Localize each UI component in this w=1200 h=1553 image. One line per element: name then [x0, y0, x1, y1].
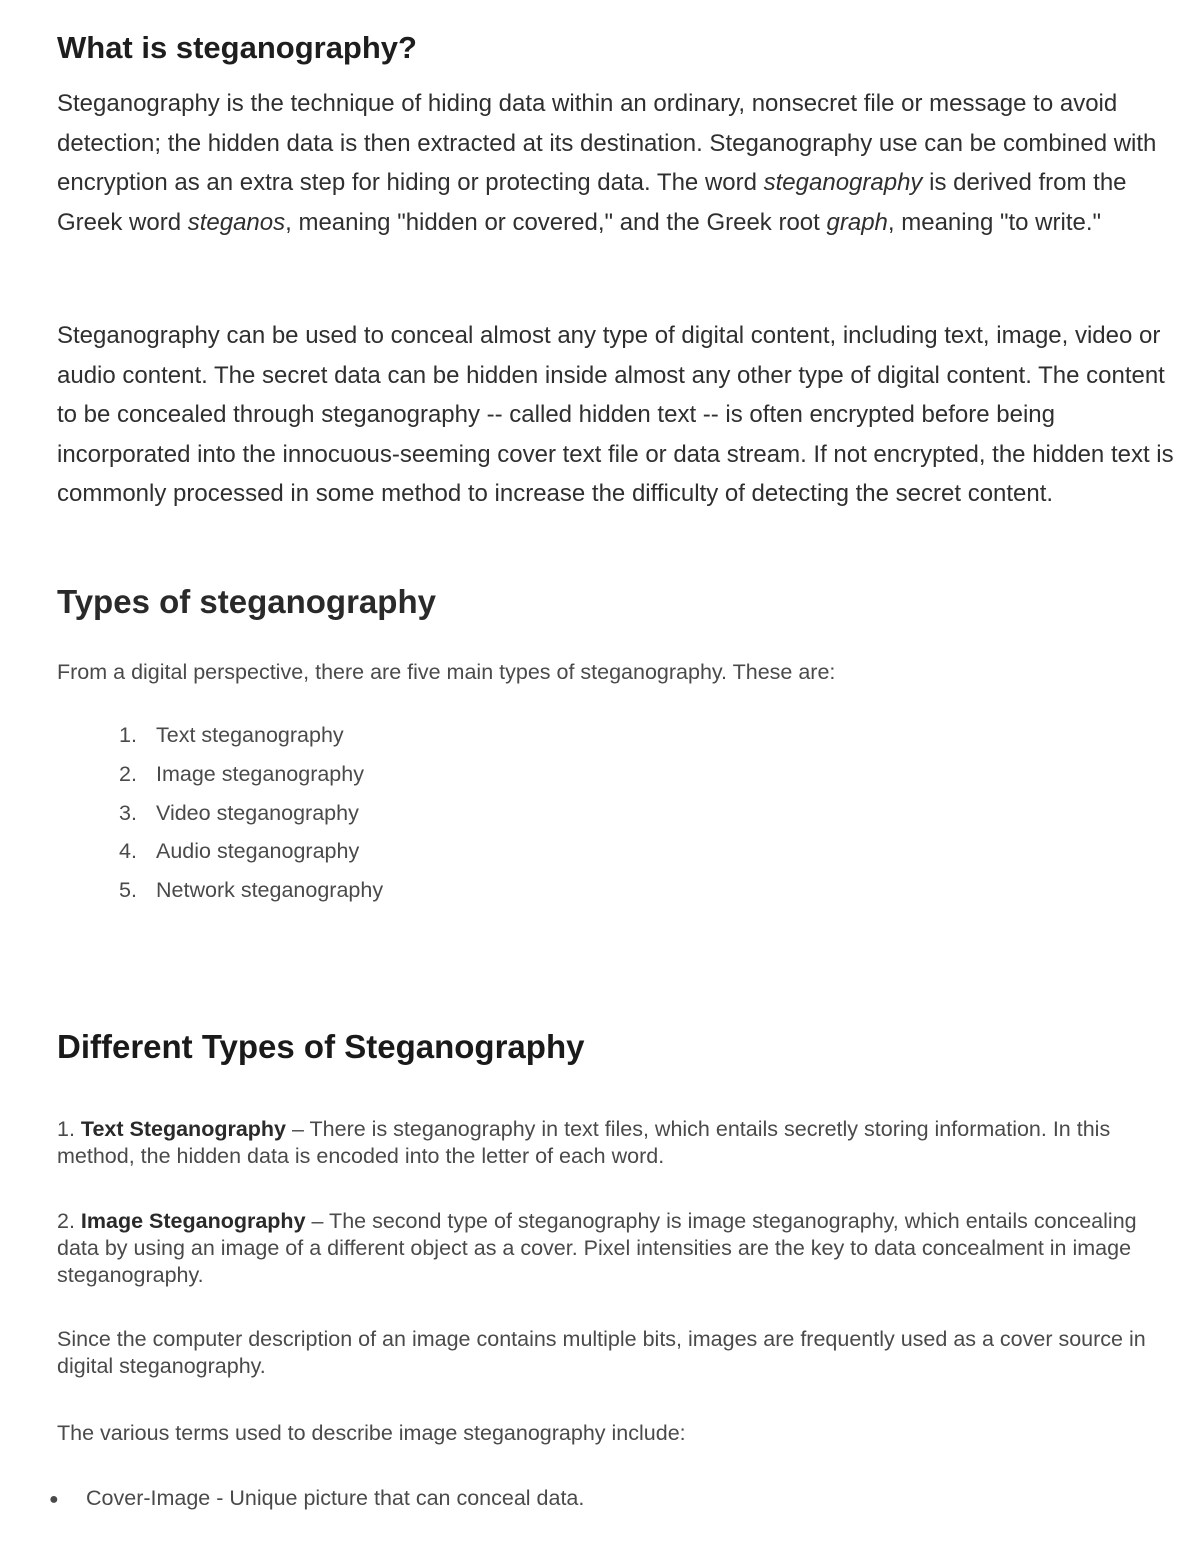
terms-intro: The various terms used to describe image steganography include: [57, 1421, 686, 1445]
types-heading: Types of steganography [57, 583, 436, 620]
definition-text-3: , meaning "hidden or covered," and the Greek root [285, 208, 820, 236]
different-types-heading: Different Types of Steganography [57, 1028, 585, 1065]
list-item-number: 4. [119, 839, 137, 864]
list-item-label: Image steganography [156, 761, 364, 786]
list-item [119, 797, 383, 836]
what-is-steganography-heading: What is steganography? [57, 30, 417, 65]
definition-text-4: , meaning "to write." [887, 208, 1102, 236]
list-item-label: Video steganography [156, 800, 359, 825]
item-number: 1. [57, 1117, 75, 1141]
list-item [119, 874, 383, 913]
text-steganography-desc: – There is steganography in text files, which entails secretly storing information. In this method, the hidden data is encoded into the letter of each word. [57, 1117, 1111, 1168]
list-item [119, 719, 383, 758]
bullet-icon: ● [49, 1491, 59, 1508]
definition-text-2: is derived from the Greek word [57, 169, 1127, 236]
term-steganos: steganos [187, 208, 286, 236]
image-steganography-desc: – The second type of steganography is image steganography, which entails concealing data by using an image of a different object as a cover. Pixel intensities are the key to data concealment in image steganography. [57, 1209, 1137, 1287]
definition-text-1: Steganography is the technique of hiding data within an ordinary, nonsecret file or message to avoid detection; the hidden data is then extracted at its destination. Steganography use can be combined with encryption as an extra step for hiding or protecting data. The word [57, 90, 1157, 197]
types-list [119, 719, 383, 913]
item-number: 2. [57, 1209, 75, 1233]
list-item-label: Audio steganography [156, 839, 360, 864]
definition-paragraph [57, 84, 1177, 242]
list-item [119, 758, 383, 797]
list-item-label: Cover-Image - Unique picture that can conceal data. [86, 1486, 585, 1510]
terms-list [49, 1485, 584, 1513]
text-steganography-paragraph [57, 1116, 1175, 1170]
image-steganography-paragraph [57, 1208, 1175, 1289]
list-item-number: 2. [119, 761, 137, 786]
image-steganography-term: Image Steganography [80, 1209, 306, 1233]
cover-source-paragraph: Since the computer description of an image contains multiple bits, images are frequently used as a cover source in digital steganography. [57, 1327, 1146, 1378]
list-item-number: 1. [119, 723, 137, 747]
term-graph: graph [826, 208, 888, 236]
list-item-number: 3. [119, 800, 137, 825]
list-item-label: Text steganography [156, 723, 344, 747]
usage-paragraph: Steganography can be used to conceal almost any type of digital content, including text, image, video or audio content. The secret data can be hidden inside almost any other type of digital content. The content to be concealed through steganography -- called hidden text -- is often encrypted before being incorporated into the innocuous-seeming cover text file or data stream. If not encrypted, the hidden text is commonly processed in some method to increase the difficulty of detecting the secret content. [57, 322, 1174, 508]
list-item-number: 5. [119, 878, 137, 903]
list-item [119, 835, 383, 874]
list-item-label: Network steganography [156, 878, 384, 903]
list-item [49, 1485, 584, 1513]
text-steganography-term: Text Steganography [80, 1117, 287, 1141]
term-steganography: steganography [763, 169, 923, 197]
types-intro: From a digital perspective, there are five main types of steganography. These are: [57, 660, 836, 684]
